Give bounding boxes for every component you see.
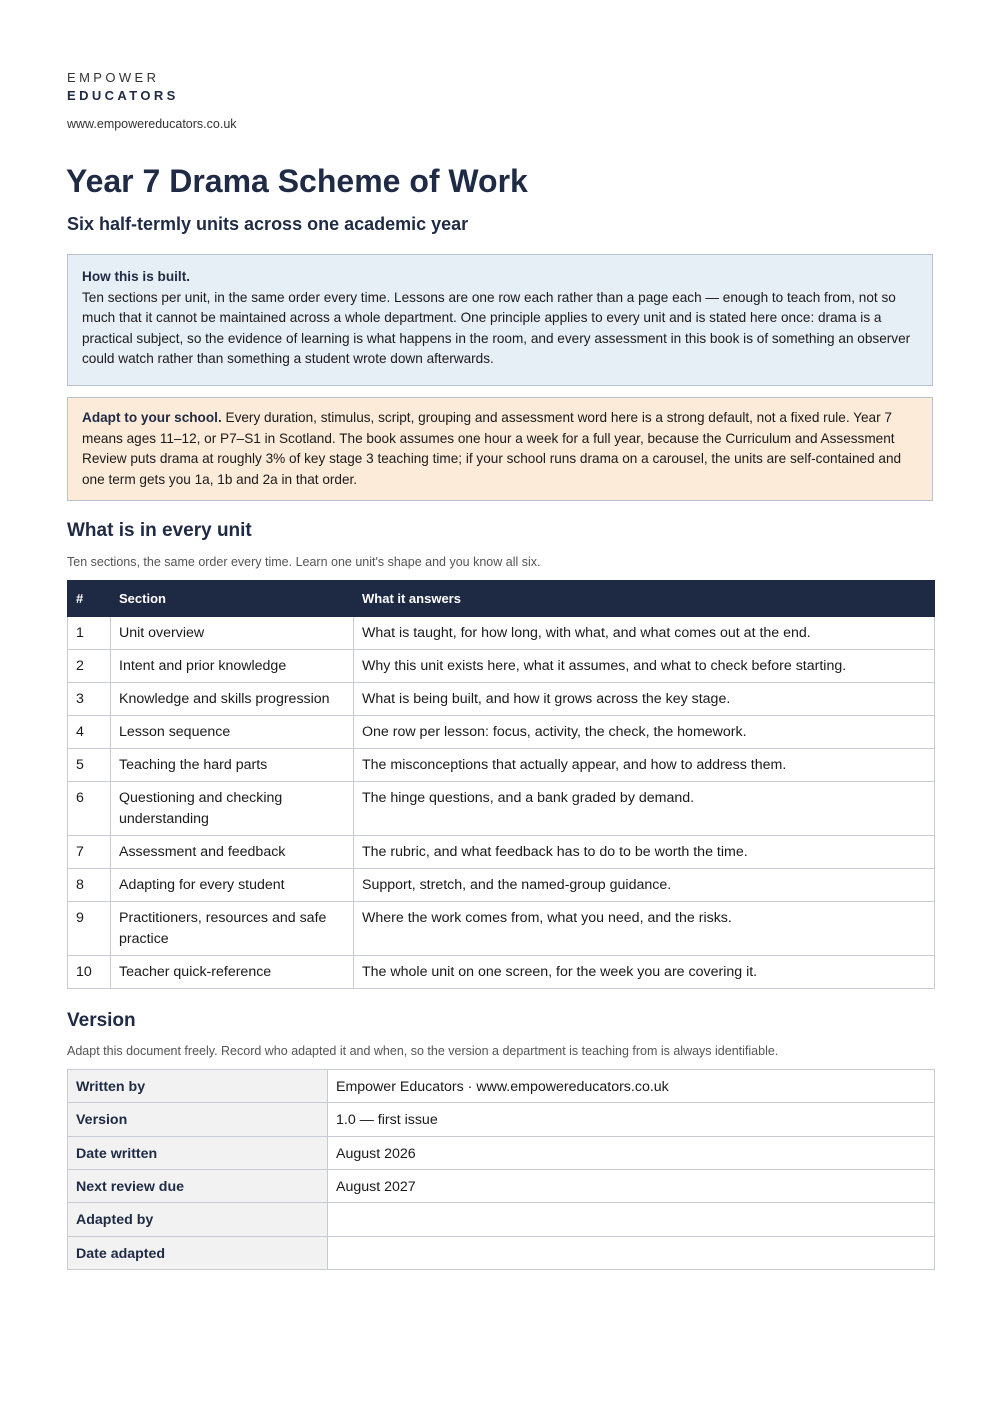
version-row (68, 1070, 935, 1103)
version-table (67, 1069, 935, 1270)
adapt-text: Every duration, stimulus, script, grouping and assessment word here is a strong default, not a fixed rule. Year 7 means ages 11–12, or P7–S1 in Scotland. The book assumes one hour a week for a full year, because the Curriculum and Assessment Review puts drama at roughly 3% of key stage 3 teaching time; if your school runs drama on a carousel, the units are self-contained and one term gets you 1a, 1b and 2a in that order. (82, 410, 902, 487)
row-section: Teacher quick-reference (111, 956, 354, 989)
row-section: Assessment and feedback (111, 836, 354, 869)
version-label: Next review due (68, 1170, 328, 1203)
version-label: Date written (68, 1137, 328, 1170)
version-row (68, 1203, 935, 1237)
version-label: Adapted by (68, 1203, 328, 1237)
version-note: Adapt this document freely. Record who adapted it and when, so the version a department is teaching from is always identifiable. (67, 1044, 779, 1058)
how-built-heading: How this is built. (82, 269, 190, 284)
row-number: 5 (68, 749, 111, 782)
row-answer: Support, stretch, and the named-group guidance. (354, 869, 935, 902)
row-section: Knowledge and skills progression (111, 683, 354, 716)
page-subtitle: Six half-termly units across one academic year (67, 214, 469, 234)
column-header-section: Section (111, 581, 354, 617)
version-value: August 2027 (328, 1170, 935, 1203)
unit-section-note: Ten sections, the same order every time. Learn one unit's shape and you know all six. (67, 555, 541, 569)
version-label: Version (68, 1103, 328, 1137)
brand-line-1: EMPOWER (67, 70, 160, 85)
version-label: Written by (68, 1070, 328, 1103)
row-number: 10 (68, 956, 111, 989)
version-row (68, 1237, 935, 1270)
table-header-row (68, 581, 935, 617)
row-answer: One row per lesson: focus, activity, the check, the homework. (354, 716, 935, 749)
version-value: Empower Educators · www.empowereducators.co.uk (328, 1070, 935, 1103)
row-section: Teaching the hard parts (111, 749, 354, 782)
how-built-text: Ten sections per unit, in the same order every time. Lessons are one row each rather than a page each — enough to teach from, not so much that it cannot be maintained across a whole department. One principle applies to every unit and is stated here once: drama is a practical subject, so the evidence of learning is what happens in the room, and every assessment in this book is of something an observer could watch rather than something a student wrote down afterwards. (82, 289, 911, 366)
row-section: Unit overview (111, 617, 354, 650)
table-row (68, 836, 935, 869)
brand-logo (67, 69, 179, 105)
row-number: 8 (68, 869, 111, 902)
table-row (68, 902, 935, 956)
row-number: 7 (68, 836, 111, 869)
row-number: 9 (68, 902, 111, 956)
row-number: 3 (68, 683, 111, 716)
row-answer: What is being built, and how it grows across the key stage. (354, 683, 935, 716)
row-answer: The hinge questions, and a bank graded by demand. (354, 782, 935, 836)
adapt-heading: Adapt to your school. (82, 410, 222, 425)
how-built-callout (67, 254, 933, 386)
table-row (68, 749, 935, 782)
table-row (68, 716, 935, 749)
table-row (68, 650, 935, 683)
table-row (68, 683, 935, 716)
version-value: August 2026 (328, 1137, 935, 1170)
row-answer: The rubric, and what feedback has to do to be worth the time. (354, 836, 935, 869)
version-row (68, 1137, 935, 1170)
date-adapted-field[interactable] (328, 1237, 935, 1270)
table-row (68, 869, 935, 902)
version-label: Date adapted (68, 1237, 328, 1270)
version-row (68, 1170, 935, 1203)
version-value: 1.0 — first issue (328, 1103, 935, 1137)
row-answer: The misconceptions that actually appear, and how to address them. (354, 749, 935, 782)
unit-sections-table (67, 580, 935, 989)
row-section: Lesson sequence (111, 716, 354, 749)
version-row (68, 1103, 935, 1137)
column-header-answer: What it answers (354, 581, 935, 617)
adapted-by-field[interactable] (328, 1203, 935, 1237)
row-section: Questioning and checking understanding (111, 782, 354, 836)
version-heading: Version (67, 1010, 136, 1031)
unit-section-heading: What is in every unit (67, 520, 252, 541)
brand-website: www.empowereducators.co.uk (67, 117, 237, 131)
table-row (68, 617, 935, 650)
table-row (68, 782, 935, 836)
row-answer: The whole unit on one screen, for the week you are covering it. (354, 956, 935, 989)
brand-line-2: EDUCATORS (67, 88, 179, 103)
row-section: Adapting for every student (111, 869, 354, 902)
row-answer: What is taught, for how long, with what, and what comes out at the end. (354, 617, 935, 650)
row-answer: Where the work comes from, what you need, and the risks. (354, 902, 935, 956)
row-section: Practitioners, resources and safe practice (111, 902, 354, 956)
row-answer: Why this unit exists here, what it assumes, and what to check before starting. (354, 650, 935, 683)
table-row (68, 956, 935, 989)
row-section: Intent and prior knowledge (111, 650, 354, 683)
row-number: 6 (68, 782, 111, 836)
row-number: 1 (68, 617, 111, 650)
adapt-callout (67, 397, 933, 501)
column-header-number: # (68, 581, 111, 617)
row-number: 4 (68, 716, 111, 749)
page-title: Year 7 Drama Scheme of Work (66, 163, 528, 199)
row-number: 2 (68, 650, 111, 683)
